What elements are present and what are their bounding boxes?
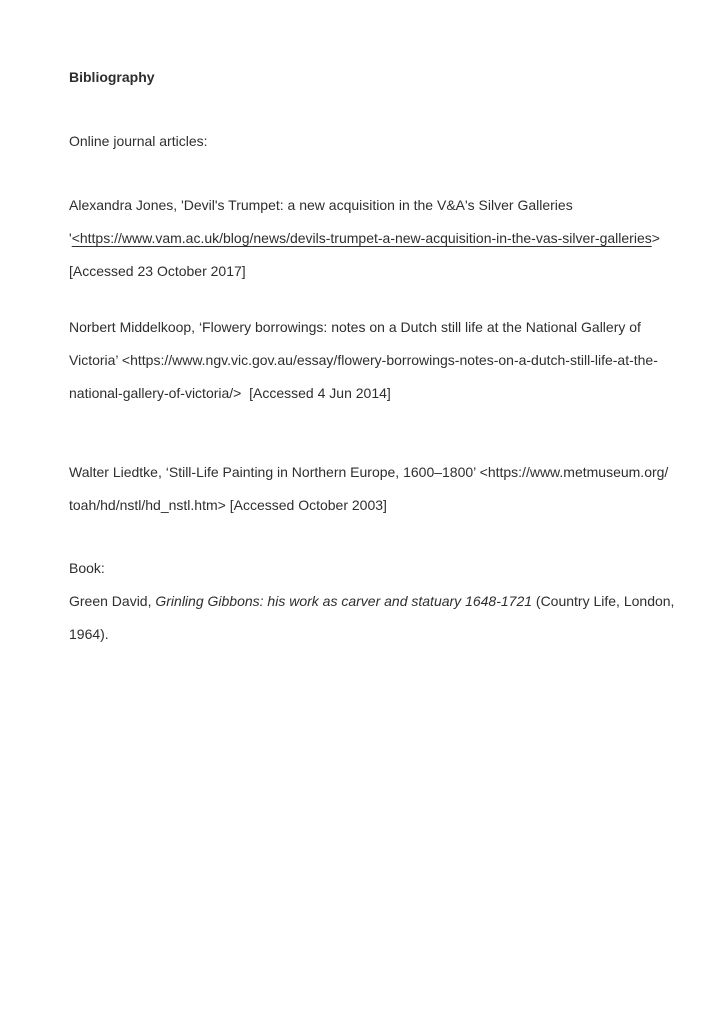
heading xyxy=(69,61,706,94)
text-line xyxy=(69,618,706,651)
book-label xyxy=(69,552,706,585)
text-segment: Bibliography xyxy=(69,69,155,85)
text-segment: (Country Life, London, xyxy=(532,593,675,609)
text-line xyxy=(69,189,706,222)
text-segment: Green David, xyxy=(69,593,156,609)
text-segment: Victoria’ <https://www.ngv.vic.gov.au/essay/flowery-borrowings-notes-on-a-dutch-still-life-at-the- xyxy=(69,352,658,368)
entry-2 xyxy=(69,311,706,410)
text-line xyxy=(69,255,706,288)
entry-1 xyxy=(69,189,706,288)
text-segment: Grinling Gibbons: his work as carver and statuary 1648-1721 xyxy=(155,593,533,609)
section-label xyxy=(69,125,706,158)
document-content xyxy=(69,61,706,651)
text-line xyxy=(69,456,706,489)
text-segment: Norbert Middelkoop, ‘Flowery borrowings: notes on a Dutch still life at the National Gallery of xyxy=(69,319,641,335)
text-segment: national-gallery-of-victoria/> [Accessed 4 Jun 2014] xyxy=(69,385,391,401)
text-segment: 1964). xyxy=(69,626,109,642)
text-line xyxy=(69,344,706,377)
text-line xyxy=(69,311,706,344)
text-segment: toah/hd/nstl/hd_nstl.htm> [Accessed October 2003] xyxy=(69,497,387,513)
text-line xyxy=(69,222,706,255)
text-line xyxy=(69,377,706,410)
hyperlink[interactable]: <https://www.vam.ac.uk/blog/news/devils-trumpet-a-new-acquisition-in-the-vas-silver-galleries xyxy=(71,230,652,246)
text-segment: Walter Liedtke, ‘Still-Life Painting in Northern Europe, 1600–1800’ <https://www.metmuseum.org/ xyxy=(69,464,669,480)
text-segment: Online journal articles: xyxy=(69,133,208,149)
text-segment: Alexandra Jones, 'Devil's Trumpet: a new acquisition in the V&A's Silver Galleries xyxy=(69,197,573,213)
text-line xyxy=(69,552,706,585)
text-segment: > xyxy=(651,230,660,246)
text-line xyxy=(69,585,706,618)
text-line xyxy=(69,125,706,158)
text-segment: Book: xyxy=(69,560,105,576)
text-segment: [Accessed 23 October 2017] xyxy=(69,263,246,279)
text-line xyxy=(69,489,706,522)
entry-3 xyxy=(69,456,706,522)
text-line xyxy=(69,61,706,94)
book-entry xyxy=(69,585,706,651)
text-segment: ' xyxy=(69,230,72,246)
